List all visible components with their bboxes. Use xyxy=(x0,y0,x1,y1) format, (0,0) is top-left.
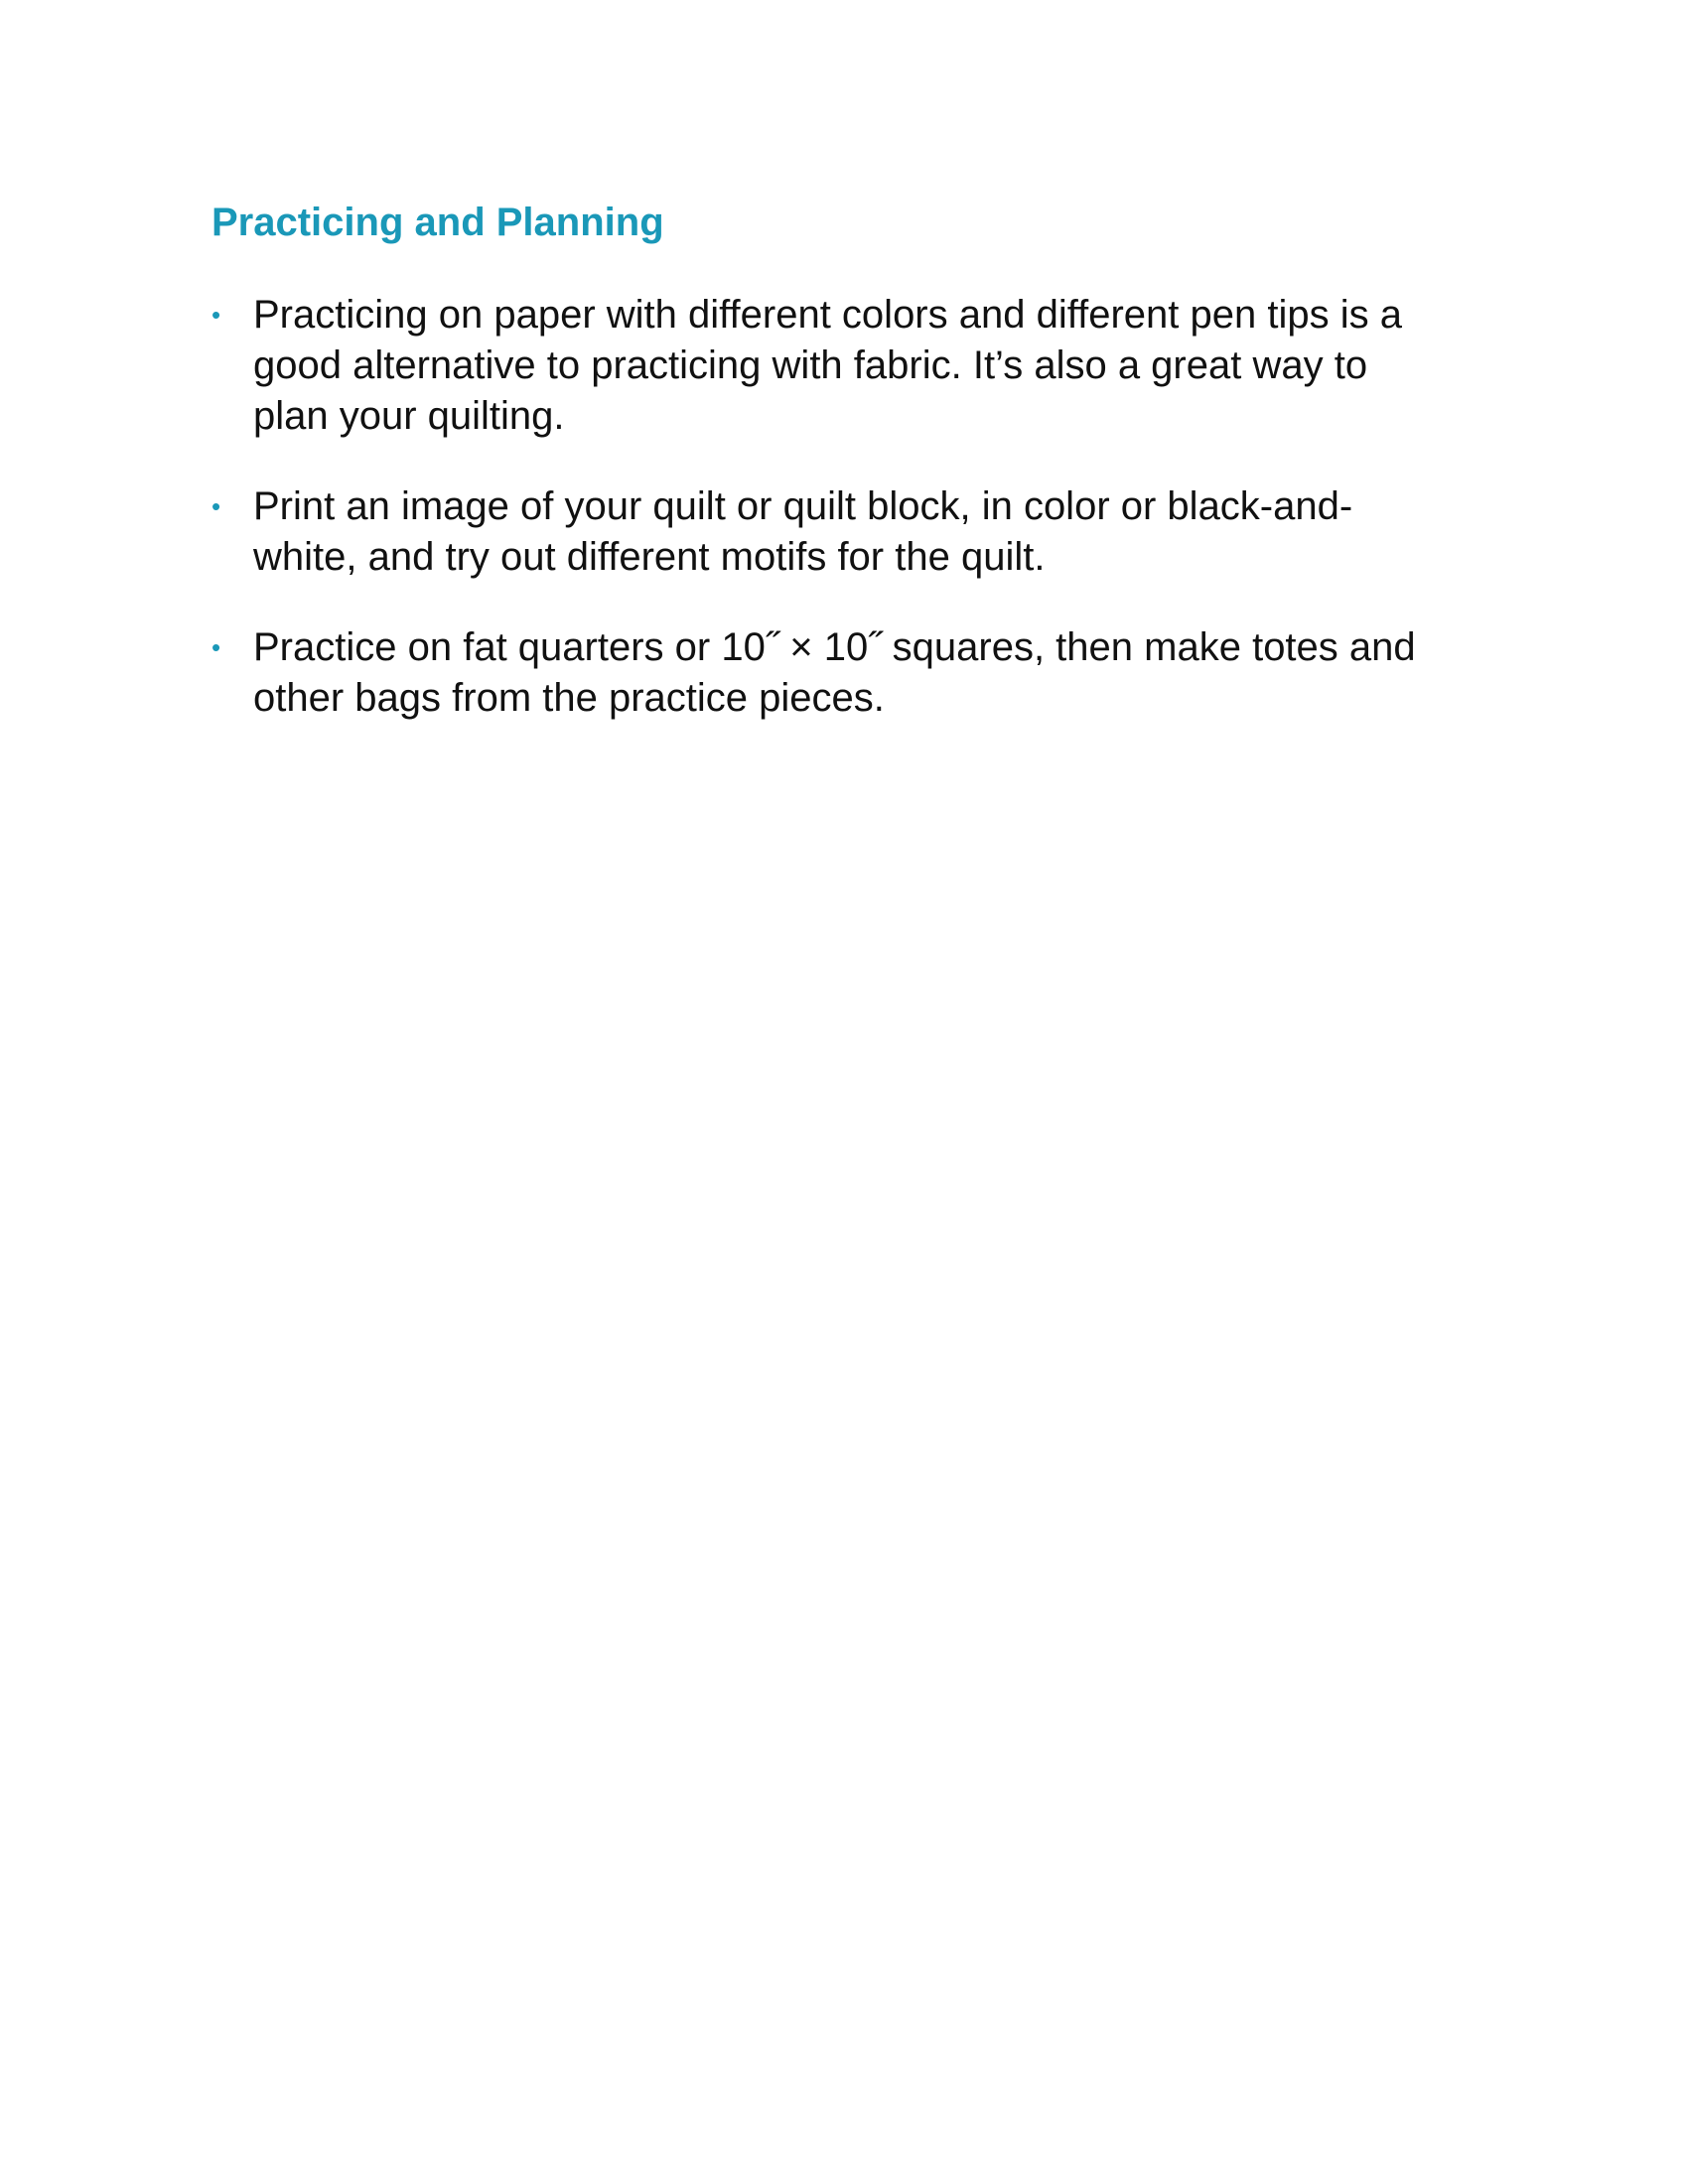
bullet-list xyxy=(211,290,1492,724)
list-item xyxy=(211,622,1492,724)
list-item-text-line: other bags from the practice pieces. xyxy=(253,676,885,720)
bullet-icon: • xyxy=(211,632,221,662)
list-item-text-line: Print an image of your quilt or quilt block, in color or black-and- xyxy=(253,484,1353,528)
section-heading: Practicing and Planning xyxy=(211,201,664,244)
list-item-text-line: Practice on fat quarters or 10˝ × 10˝ squares, then make totes and xyxy=(253,625,1416,669)
list-item-text-line: good alternative to practicing with fabric. It’s also a great way to xyxy=(253,343,1368,387)
page-content xyxy=(211,195,1492,763)
bullet-icon: • xyxy=(211,491,221,521)
list-item-text-line: white, and try out different motifs for the quilt. xyxy=(253,535,1046,579)
bullet-icon: • xyxy=(211,300,221,330)
list-item xyxy=(211,481,1492,583)
list-item-text-line: plan your quilting. xyxy=(253,394,565,438)
list-item-text-line: Practicing on paper with different colors and different pen tips is a xyxy=(253,293,1402,337)
list-item xyxy=(211,290,1492,442)
